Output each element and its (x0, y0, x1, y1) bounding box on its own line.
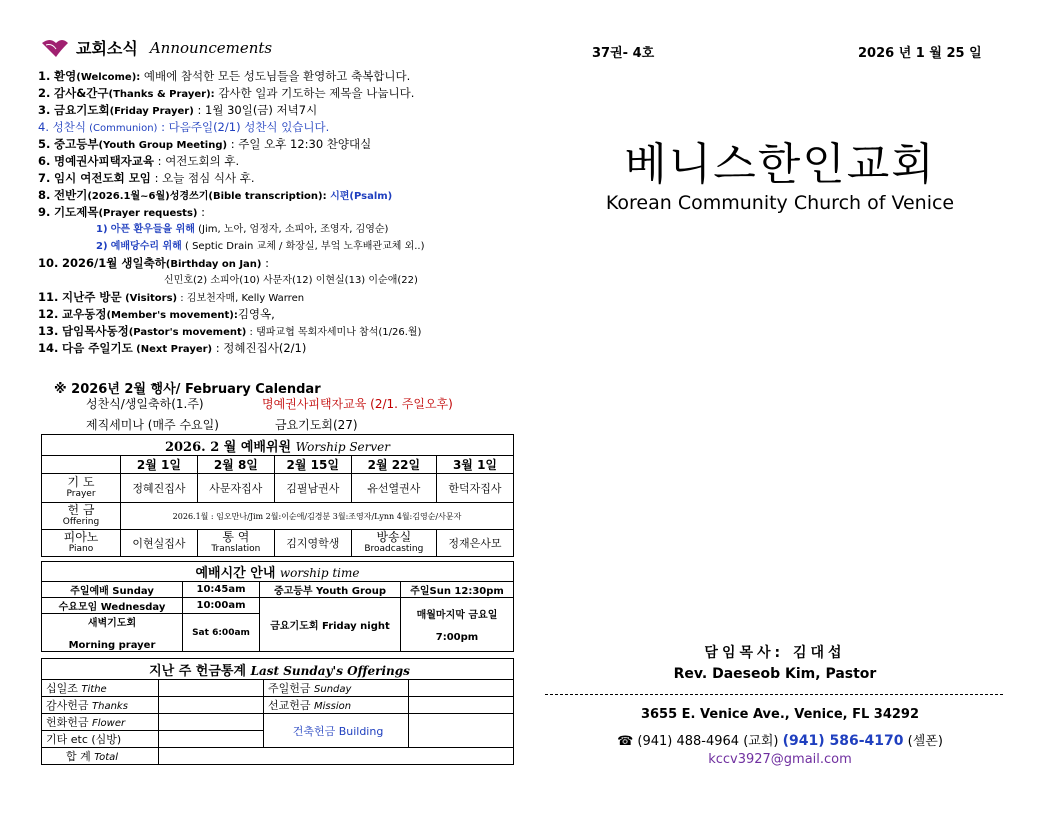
thanks-label: 감사헌금 Thanks (42, 697, 159, 714)
offerings-title: 지난 주 헌금통계 Last Sunday's Offerings (42, 659, 514, 680)
worship-server-title: 2026. 2 월 예배위원 Worship Server (42, 435, 514, 456)
announcement-item: 12. 교우동정(Member's movement):김영옥, (38, 307, 275, 321)
prayer-server: 한덕자집사 (436, 474, 513, 503)
phone-icon: ☎ (617, 734, 634, 749)
tithe-label: 십일조 Tithe (42, 680, 159, 697)
church-name-en: Korean Community Church of Venice (605, 192, 955, 214)
announcement-item: 5. 중고등부(Youth Group Meeting) : 주일 오후 12:30 찬양대실 (38, 137, 372, 151)
cell-phone-suffix: (셀폰) (907, 734, 943, 749)
prayer-server: 사문자집사 (197, 474, 274, 503)
calendar-heading: ※ 2026년 2월 행사/ February Calendar (54, 382, 321, 397)
offering-label: 헌 금 Offering (42, 503, 121, 530)
announcement-item: 1. 환영(Welcome): 예배에 참석한 모든 성도님들을 환영하고 축복합니다. (38, 69, 411, 83)
friday-time: 매월마지막 금요일 7:00pm (401, 598, 514, 652)
offerings-table (41, 658, 514, 765)
announcement-item: 3. 금요기도회(Friday Prayer) : 1월 30일(금) 저녁7시 (38, 103, 318, 117)
calendar-event: 명예권사피택자교육 (2/1. 주일오후) (262, 397, 453, 411)
wednesday-time: 10:00am (183, 598, 260, 614)
announcement-item: 2. 감사&간구(Thanks & Prayer): 감사한 일과 기도하는 제목을 나눕니다. (38, 86, 415, 100)
church-phone (560, 730, 1000, 749)
mission-amount (409, 697, 514, 714)
total-amount (159, 748, 514, 765)
sunday-label: 주일예배 Sunday (42, 582, 183, 598)
worship-time-table (41, 561, 514, 652)
announcement-item: 9. 기도제목(Prayer requests) : (38, 205, 206, 219)
office-phone: (941) 488-4964 (교회) (637, 734, 779, 749)
building-label: 건축헌금 Building (264, 714, 409, 748)
announcement-item: 11. 지난주 방문 (Visitors) : 김보천자매, Kelly Warren (38, 290, 305, 304)
announcements-title-ko: 교회소식 (76, 39, 138, 58)
thanks-amount (159, 697, 264, 714)
announcements-header (40, 36, 272, 59)
church-address: 3655 E. Venice Ave., Venice, FL 34292 (640, 707, 920, 722)
prayer-server: 김필남권사 (274, 474, 351, 503)
broadcast-server: 정재은사모 (436, 530, 513, 557)
friday-label: 금요기도회 Friday night (260, 598, 401, 652)
tithe-amount (159, 680, 264, 697)
calendar-event: 금요기도회(27) (275, 418, 358, 432)
prayer-request-item: 1) 아픈 환우들을 위해 (Jim, 노아, 엄정자, 소피아, 조영자, 김영순) (96, 224, 389, 235)
worship-time-title: 예배시간 안내 worship time (42, 562, 514, 582)
calendar-event: 성찬식/생일축하(1.주) (86, 397, 204, 411)
announcement-item: 7. 임시 여전도회 모임 : 오늘 점심 식사 후. (38, 171, 255, 185)
announcement-list (38, 68, 558, 357)
translation-server: 김지영학생 (274, 530, 351, 557)
sunday-offering-amount (409, 680, 514, 697)
sunday-time: 10:45am (183, 582, 260, 598)
date-header: 2월 15일 (274, 456, 351, 474)
announcement-item: 8. 전반기(2026.1월~6월)성경쓰기(Bible transcription): 시편(Psalm) (38, 188, 393, 202)
wednesday-label: 수요모임 Wednesday (42, 598, 183, 614)
total-label: 합 계 Total (42, 748, 159, 765)
date-header: 2월 8일 (197, 456, 274, 474)
announcement-item: 10. 2026/1월 생일축하(Birthday on Jan) : (38, 256, 270, 270)
volume-number: 37권- 4호 (592, 46, 655, 61)
announcement-item: 4. 성찬식 (Communion) : 다음주일(2/1) 성찬식 있습니다. (38, 120, 330, 134)
church-email[interactable]: kccv3927@gmail.com (708, 752, 852, 767)
piano-server: 이현실집사 (121, 530, 198, 557)
translation-label: 통 역 Translation (197, 530, 274, 557)
date-header: 2월 1일 (121, 456, 198, 474)
offering-schedule: 2026.1월 : 임오만나/Jim 2월:이순애/김경분 3월:조영자/Lynn 4월:김영순/사문자 (121, 503, 514, 530)
worship-server-table (41, 434, 514, 557)
cell-phone: (941) 586-4170 (782, 733, 904, 749)
church-name-ko: 베니스한인교회 (624, 139, 936, 190)
bulletin-date: 2026 년 1 월 25 일 (858, 46, 982, 61)
announcement-item: 14. 다음 주일기도 (Next Prayer) : 정혜진집사(2/1) (38, 341, 307, 355)
birthday-names: 신민호(2) 소피아(10) 사문자(12) 이현실(13) 이순애(22) (164, 275, 418, 286)
announcements-title-en: Announcements (149, 38, 273, 57)
dawn-label: 새벽기도회 Morning prayer (42, 614, 183, 652)
prayer-label: 기 도 Prayer (42, 474, 121, 503)
sunday-offering-label: 주일헌금 Sunday (264, 680, 409, 697)
announcement-item: 6. 명예권사피택자교육 : 여전도회의 후. (38, 154, 240, 168)
piano-label: 피아노 Piano (42, 530, 121, 557)
pastor-name-en: Rev. Daeseob Kim, Pastor (673, 666, 877, 682)
date-header: 2월 22일 (351, 456, 436, 474)
etc-label: 기타 etc (심방) (42, 731, 159, 748)
date-header: 3월 1일 (436, 456, 513, 474)
building-amount (409, 714, 514, 748)
flower-amount (159, 714, 264, 731)
flower-icon (40, 37, 70, 59)
divider (545, 694, 1003, 695)
etc-amount (159, 731, 264, 748)
youth-time: 주일Sun 12:30pm (401, 582, 514, 598)
prayer-server: 유선열권사 (351, 474, 436, 503)
pastor-name-ko: 담임목사: 김대섭 (704, 645, 846, 661)
flower-label: 헌화헌금 Flower (42, 714, 159, 731)
broadcast-label: 방송실 Broadcasting (351, 530, 436, 557)
announcement-item: 13. 담임목사동정(Pastor's movement) : 탬파교협 목회자세미나 참석(1/26.월) (38, 324, 422, 338)
dawn-time: Sat 6:00am (183, 614, 260, 652)
mission-label: 선교헌금 Mission (264, 697, 409, 714)
calendar-event: 제직세미나 (매주 수요일) (86, 418, 219, 432)
prayer-server: 정혜진집사 (121, 474, 198, 503)
youth-label: 중고등부 Youth Group (260, 582, 401, 598)
prayer-request-item: 2) 예배당수리 위해 ( Septic Drain 교체 / 화장실, 부엌 노후배관교체 외..) (96, 241, 425, 252)
